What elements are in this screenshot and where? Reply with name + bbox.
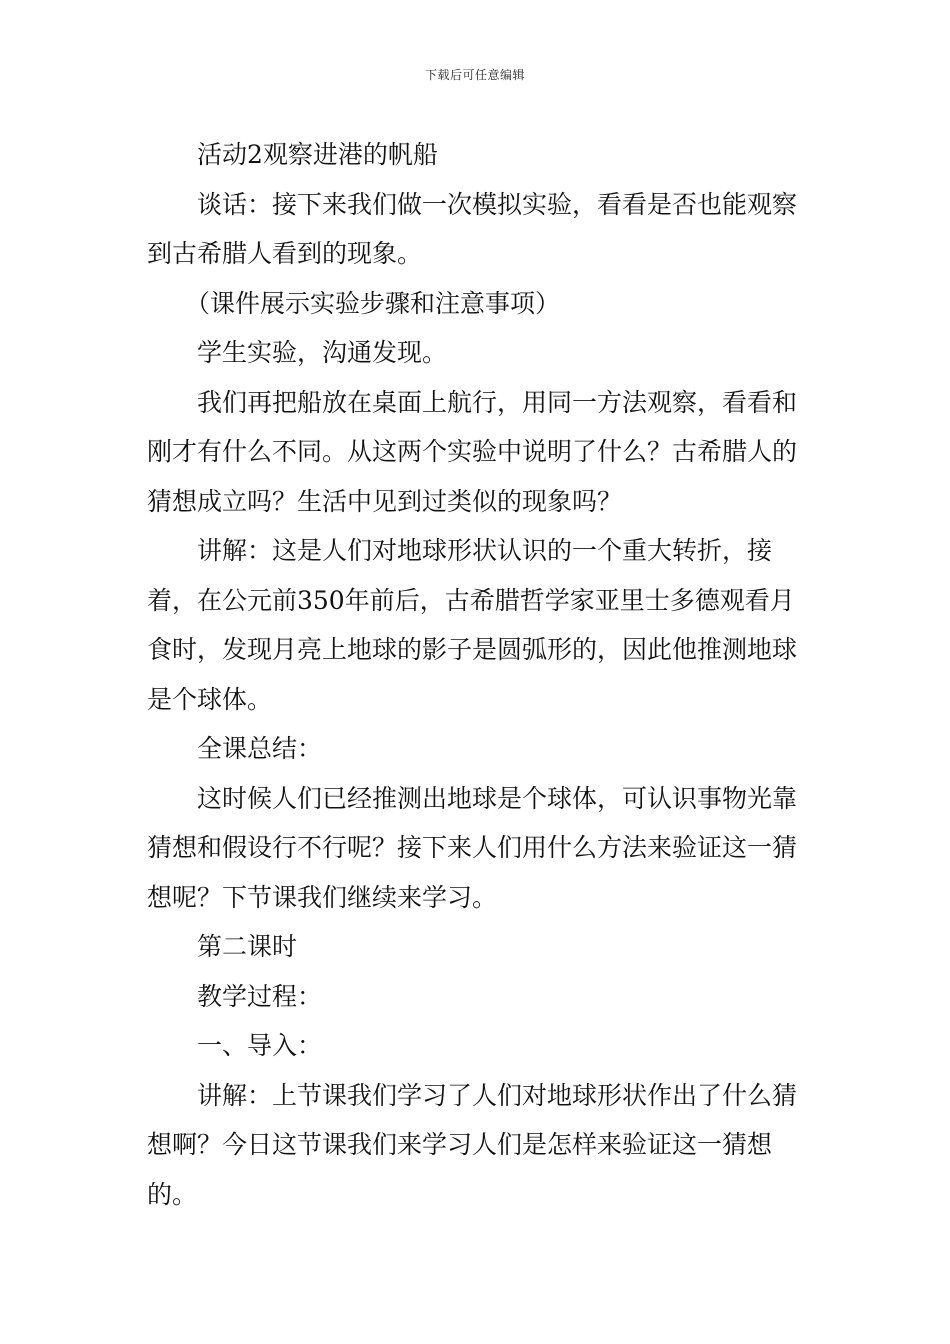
paragraph-activity-title: 活动2观察进港的帆船 [197, 140, 438, 169]
paragraph-explanation-review: 讲解：上节课我们学习了人们对地球形状作出了什么猜想啊？今日这节课我们来学习人们是怎样来验证这一猜想的。 [147, 1080, 798, 1209]
paragraph-summary: 这时候人们已经推测出地球是个球体，可认识事物光靠猜想和假设行不行呢？接下来人们用什么方法来验证这一猜想呢？下节课我们继续来学习。 [147, 783, 798, 912]
page-header: 下载后可任意编辑 [424, 68, 525, 82]
paragraph-introduction: 一、导入： [197, 1031, 323, 1060]
paragraph-second-lesson: 第二课时 [197, 932, 298, 961]
paragraph-student-experiment: 学生实验，沟通发现。 [197, 338, 448, 367]
document-body [147, 130, 807, 1219]
paragraph-boat-on-table: 我们再把船放在桌面上航行，用同一方法观察，看看和刚才有什么不同。从这两个实验中说明了什么？古希腊人的猜想成立吗？生活中见到过类似的现象吗？ [147, 387, 798, 516]
paragraph-courseware-note: （课件展示实验步骤和注意事项） [185, 288, 561, 318]
paragraph-teaching-process: 教学过程： [197, 981, 323, 1011]
paragraph-summary-heading: 全课总结： [197, 734, 323, 763]
paragraph-talk: 谈话：接下来我们做一次模拟实验，看看是否也能观察到古希腊人看到的现象。 [147, 189, 798, 268]
paragraph-explanation-aristotle: 讲解：这是人们对地球形状认识的一个重大转折，接着，在公元前350年前后，古希腊哲学家亚里士多德观看月食时，发现月亮上地球的影子是圆弧形的，因此他推测地球是个球体。 [147, 536, 798, 714]
